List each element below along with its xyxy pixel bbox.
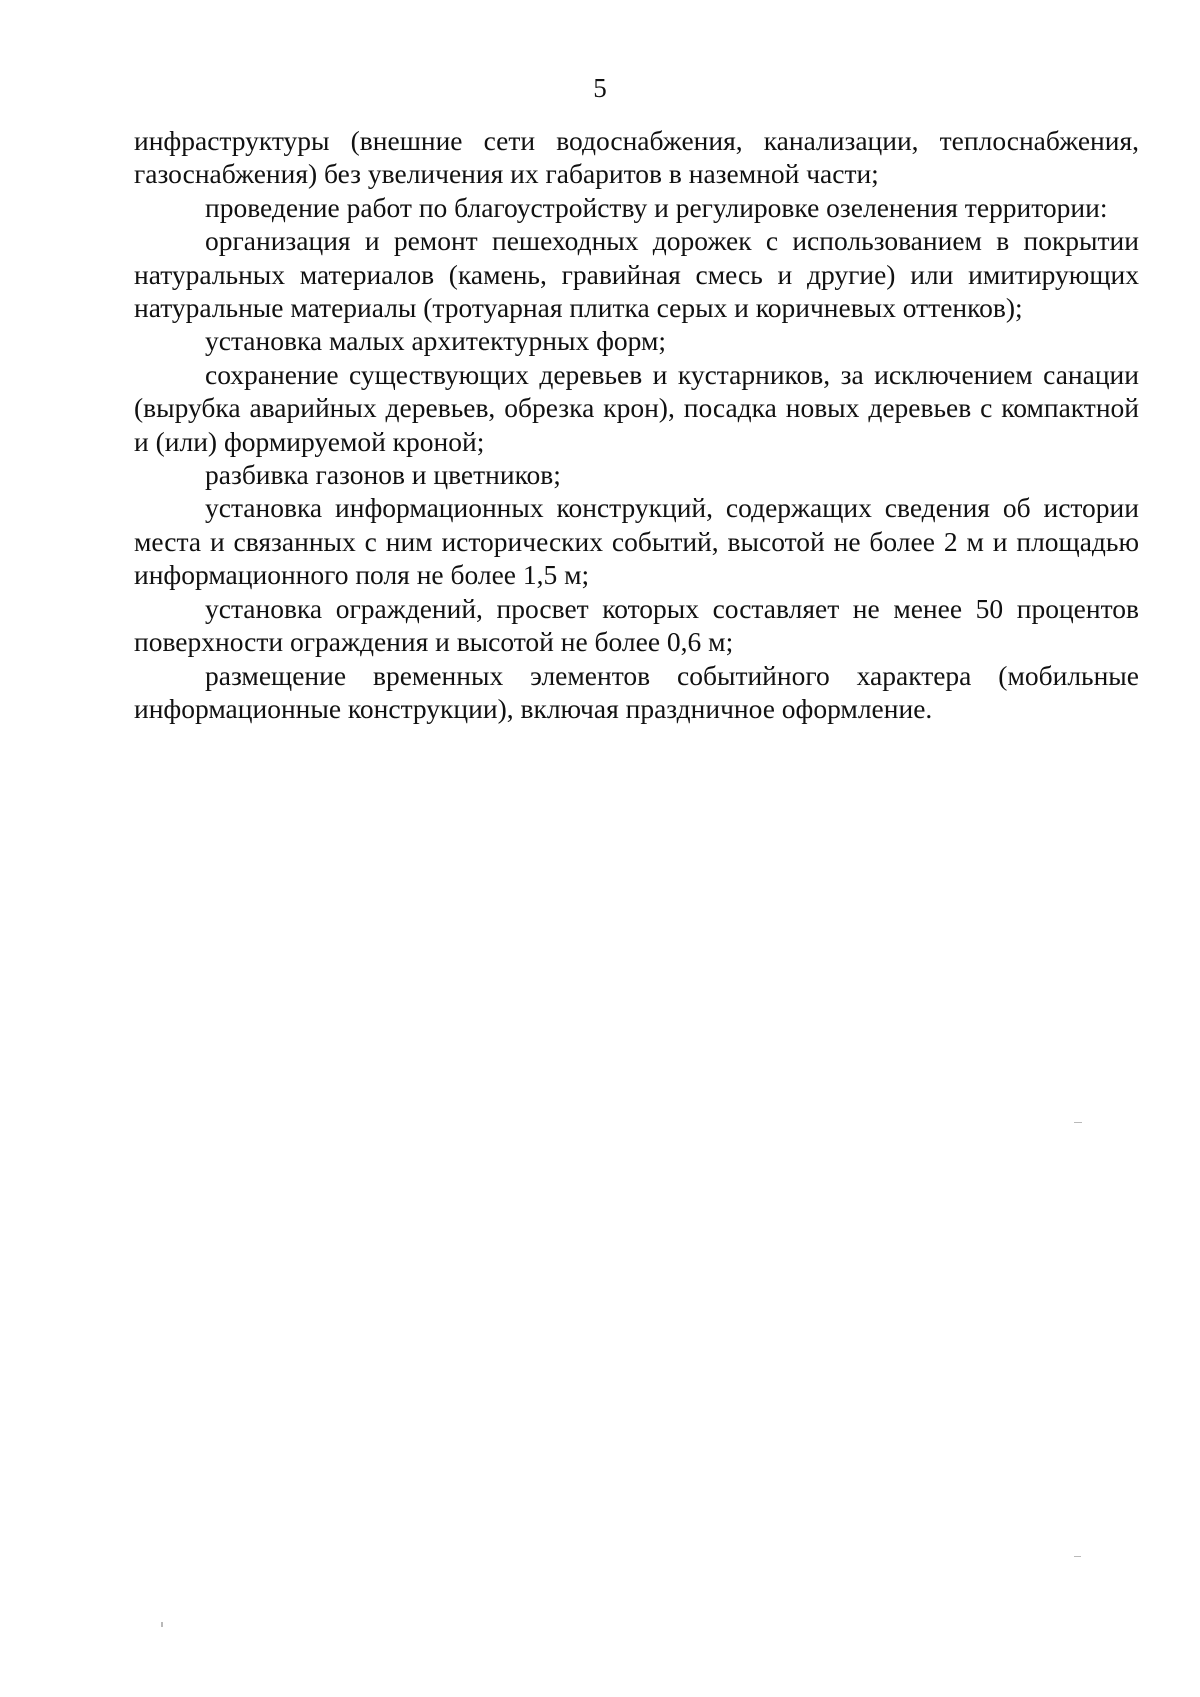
paragraph-lawns: разбивка газонов и цветников; bbox=[205, 459, 561, 491]
paragraph-infrastructure: инфраструктуры (внешние сети водоснабжения, канализации, теплоснабжения, газоснабжения) без увеличения их габаритов в наземной части; bbox=[134, 125, 1139, 190]
scan-speck bbox=[161, 1622, 163, 1627]
scan-speck bbox=[1074, 1122, 1082, 1123]
paragraph-trees: сохранение существующих деревьев и кустарников, за исключением санации (вырубка аварийных деревьев, обрезка крон), посадка новых деревьев с компактной и (или) формируемой кроной; bbox=[134, 358, 1139, 457]
paragraph-info-structures: установка информационных конструкций, содержащих сведения об истории места и связанных с ним исторических событий, высотой не более 2 м и площадью информационного поля не более 1,5 м; bbox=[134, 492, 1139, 591]
paragraph-landscaping: проведение работ по благоустройству и регулировке озеленения территории: bbox=[205, 191, 1108, 223]
paragraph-temporary-elements: размещение временных элементов событийного характера (мобильные информационные конструкции), включая праздничное оформление. bbox=[134, 659, 1139, 724]
scan-speck bbox=[1074, 1556, 1081, 1557]
paragraph-footpaths: организация и ремонт пешеходных дорожек с использованием в покрытии натуральных материалов (камень, гравийная смесь и другие) или имитирующих натуральные материалы (тротуарная плитка серых и коричневых оттенков); bbox=[134, 225, 1139, 324]
paragraph-small-forms: установка малых архитектурных форм; bbox=[205, 325, 667, 357]
paragraph-fences: установка ограждений, просвет которых составляет не менее 50 процентов поверхности ограждения и высотой не более 0,6 м; bbox=[134, 592, 1139, 658]
page-number: 5 bbox=[593, 73, 607, 103]
document-body bbox=[134, 124, 1139, 725]
